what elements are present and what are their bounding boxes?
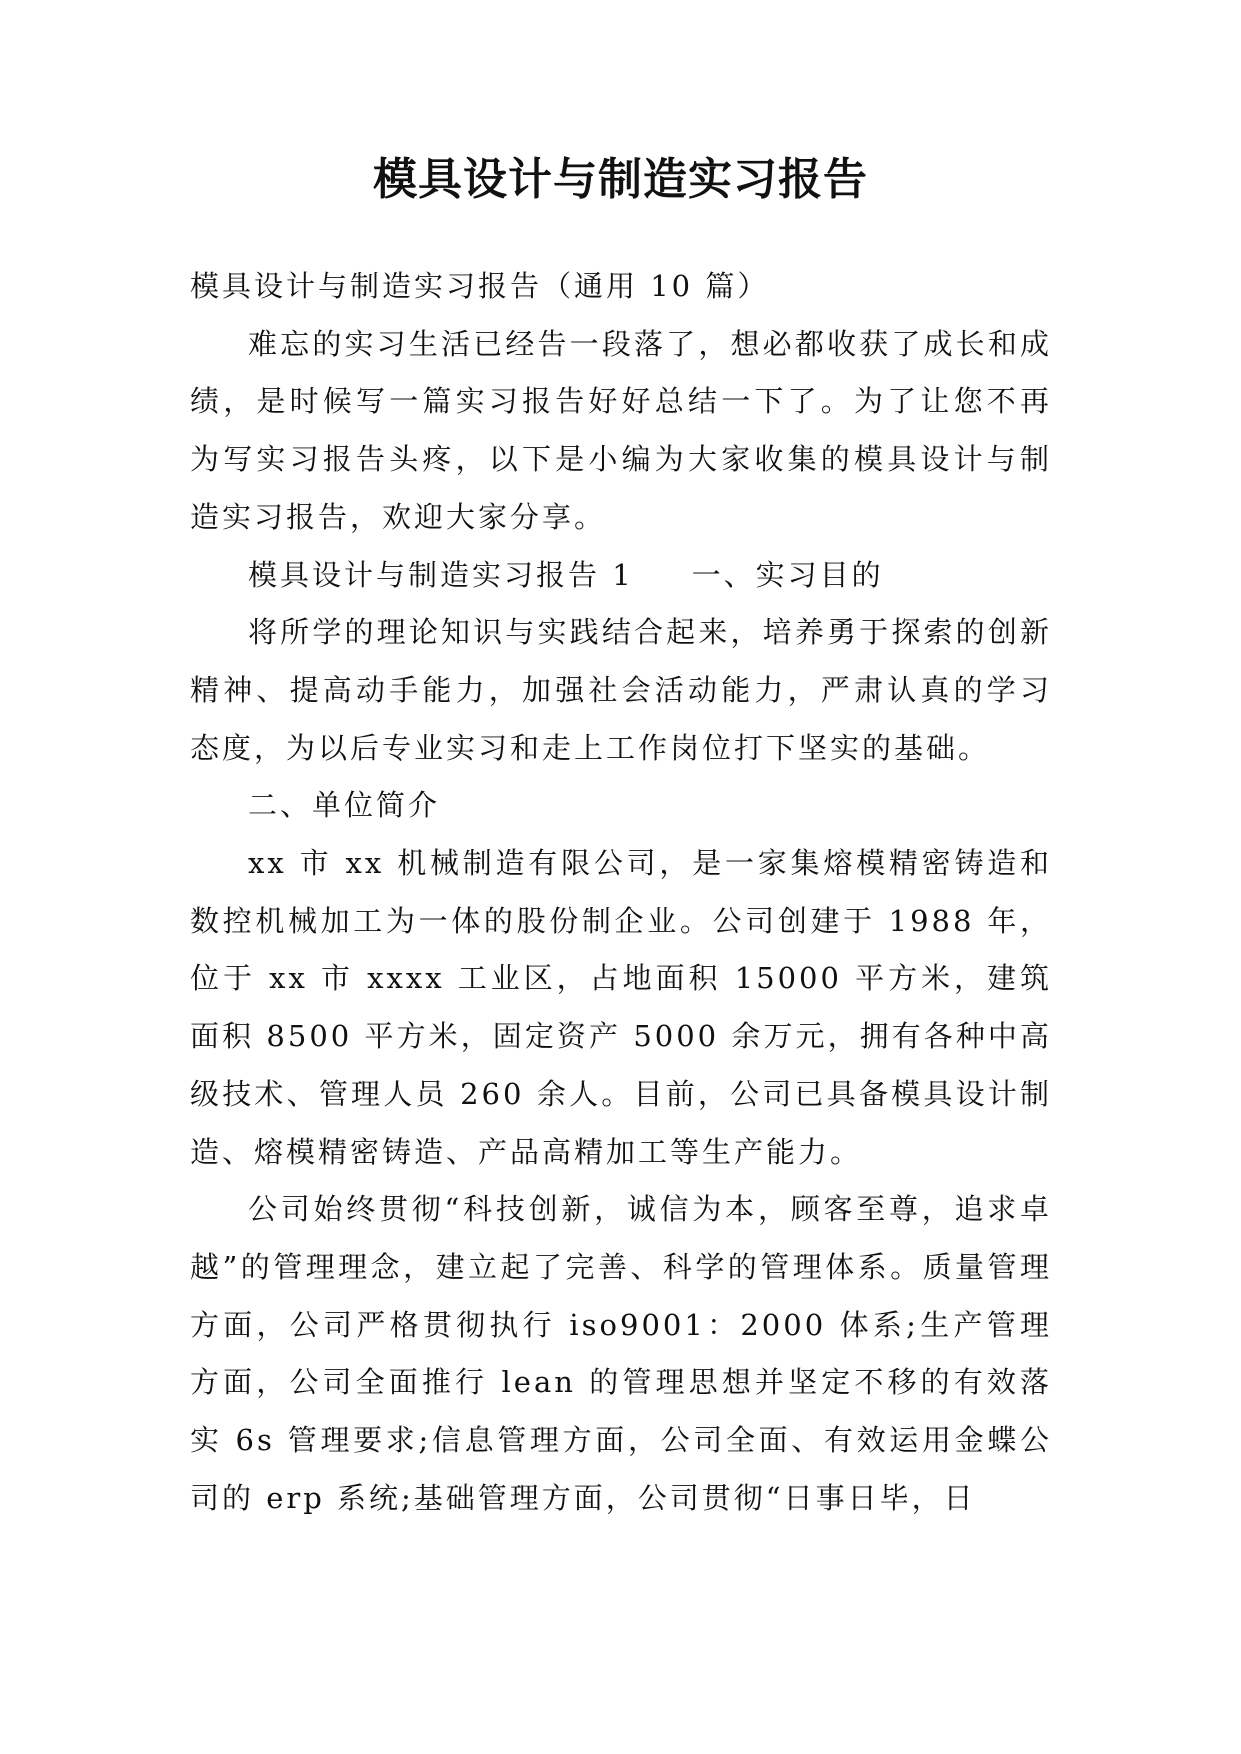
- section2-paragraph-2: 公司始终贯彻“科技创新，诚信为本，顾客至尊，追求卓越”的管理理念，建立起了完善、科学的管理体系。质量管理方面，公司严格贯彻执行 iso9001：2000 体系;生产管理方面，公司全面推行 lean 的管理思想并坚定不移的有效落实 6s 管理要求;信息管理方面，公司全面、有效运用金蝶公司的 erp 系统;基础管理方面，公司贯彻“日事日毕，日: [190, 1192, 1052, 1515]
- report-heading: 模具设计与制造实习报告 1: [248, 557, 634, 592]
- section2-paragraph-1: xx 市 xx 机械制造有限公司，是一家集熔模精密铸造和数控机械加工为一体的股份制企业。公司创建于 1988 年，位于 xx 市 xxxx 工业区，占地面积 15000 平方米，建筑面积 8500 平方米，固定资产 5000 余万元，拥有各种中高级技术、管理人员 260 余人。目前，公司已具备模具设计制造、熔模精密铸造、产品高精加工等生产能力。: [190, 846, 1052, 1169]
- section1-paragraph: 将所学的理论知识与实践结合起来，培养勇于探索的创新精神、提高动手能力，加强社会活动能力，严肃认真的学习态度，为以后专业实习和走上工作岗位打下坚实的基础。: [190, 615, 1052, 765]
- intro-paragraph: 难忘的实习生活已经告一段落了，想必都收获了成长和成绩，是时候写一篇实习报告好好总结一下了。为了让您不再为写实习报告头疼，以下是小编为大家收集的模具设计与制造实习报告，欢迎大家分享。: [190, 326, 1052, 534]
- report-heading-line: [190, 547, 1052, 605]
- document-title: 模具设计与制造实习报告: [373, 154, 868, 205]
- document-subtitle: 模具设计与制造实习报告（通用 10 篇）: [190, 269, 770, 303]
- document-body: [190, 258, 1052, 1527]
- section2-heading: 二、单位简介: [248, 788, 441, 823]
- section1-heading: 一、实习目的: [691, 557, 884, 592]
